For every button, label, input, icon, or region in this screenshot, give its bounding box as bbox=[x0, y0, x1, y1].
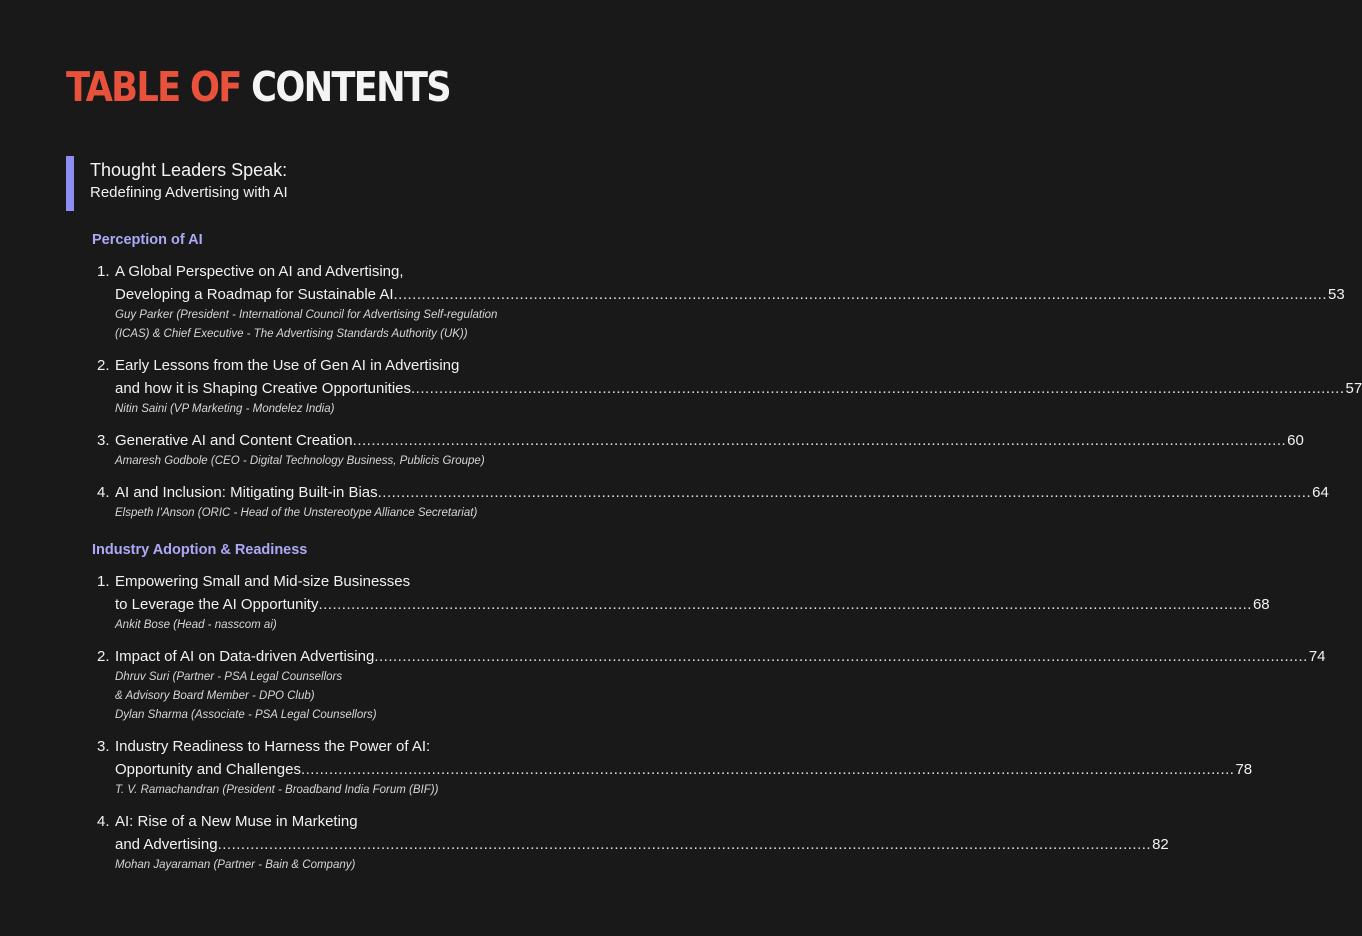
dot-leader: ........................................................................................................................................................................................................ bbox=[300, 761, 1235, 778]
dot-leader: ........................................................................................................................................................................................................ bbox=[411, 380, 1345, 397]
toc-entry[interactable] bbox=[92, 645, 1326, 725]
toc-entry[interactable] bbox=[92, 810, 1169, 875]
entry-title-leader-row bbox=[115, 833, 1169, 856]
entry-author: (ICAS) & Chief Executive - The Advertising Standards Authority (UK)) bbox=[115, 328, 468, 340]
entry-author: Dylan Sharma (Associate - PSA Legal Counsellors) bbox=[115, 709, 377, 721]
entry-number: 3. bbox=[97, 738, 110, 755]
entry-title-leader-row bbox=[115, 645, 1326, 668]
entry-title-line: and how it is Shaping Creative Opportunities bbox=[115, 380, 412, 397]
dot-leader: ........................................................................................................................................................................................................ bbox=[377, 484, 1312, 501]
entry-number: 2. bbox=[97, 648, 110, 665]
entry-title-line: Empowering Small and Mid-size Businesses bbox=[115, 573, 411, 590]
entry-number: 4. bbox=[97, 813, 110, 830]
entry-number: 3. bbox=[97, 432, 110, 449]
entry-page-number[interactable]: 82 bbox=[1152, 836, 1169, 853]
entry-author: Guy Parker (President - International Council for Advertising Self-regulation bbox=[115, 309, 498, 321]
entry-title-line: and Advertising bbox=[115, 836, 218, 853]
entry-author: Dhruv Suri (Partner - PSA Legal Counsellors bbox=[115, 671, 343, 683]
entry-number: 1. bbox=[97, 263, 110, 280]
page-title bbox=[66, 62, 450, 112]
entry-title-line: Industry Readiness to Harness the Power of AI: bbox=[115, 738, 431, 755]
entry-title-line: Opportunity and Challenges bbox=[115, 761, 301, 778]
toc-entry[interactable] bbox=[92, 570, 1270, 635]
entry-title-leader-row bbox=[115, 481, 1329, 504]
group-title: Industry Adoption & Readiness bbox=[92, 542, 308, 558]
entry-page-number[interactable]: 57 bbox=[1345, 380, 1362, 397]
toc-entry[interactable] bbox=[92, 260, 1345, 344]
entry-title-line: Generative AI and Content Creation bbox=[115, 432, 353, 449]
dot-leader: ........................................................................................................................................................................................................ bbox=[217, 836, 1152, 853]
section-subtitle: Redefining Advertising with AI bbox=[90, 184, 288, 201]
entry-title-line: Impact of AI on Data-driven Advertising bbox=[115, 648, 375, 665]
page-title-accent: TABLE OF bbox=[66, 63, 241, 111]
entry-author: Mohan Jayaraman (Partner - Bain & Company) bbox=[115, 859, 356, 871]
entry-author: Ankit Bose (Head - nasscom ai) bbox=[115, 619, 277, 631]
dot-leader: ........................................................................................................................................................................................................ bbox=[352, 432, 1287, 449]
entry-title-line: AI and Inclusion: Mitigating Built-in Bias bbox=[115, 484, 378, 501]
entry-title bbox=[115, 354, 1362, 400]
entry-title bbox=[115, 810, 1169, 856]
entry-page-number[interactable]: 53 bbox=[1328, 286, 1345, 303]
entry-title-line: Developing a Roadmap for Sustainable AI bbox=[115, 286, 394, 303]
entry-author: T. V. Ramachandran (President - Broadband India Forum (BIF)) bbox=[115, 784, 439, 796]
entry-title bbox=[115, 645, 1326, 668]
page-title-rest: CONTENTS bbox=[251, 63, 450, 111]
entry-author: Nitin Saini (VP Marketing - Mondelez India) bbox=[115, 403, 335, 415]
entry-author: Amaresh Godbole (CEO - Digital Technology Business, Publicis Groupe) bbox=[115, 455, 485, 467]
toc-entry[interactable] bbox=[92, 481, 1329, 523]
entry-title bbox=[115, 481, 1329, 504]
entry-title-line: A Global Perspective on AI and Advertising, bbox=[115, 263, 404, 280]
entry-title bbox=[115, 735, 1253, 781]
entry-number: 2. bbox=[97, 357, 110, 374]
entry-number: 1. bbox=[97, 573, 110, 590]
entry-author: Elspeth I'Anson (ORIC - Head of the Unstereotype Alliance Secretariat) bbox=[115, 507, 478, 519]
entry-page-number[interactable]: 78 bbox=[1235, 761, 1253, 778]
entry-title bbox=[115, 570, 1270, 616]
toc-group-perception bbox=[92, 230, 1362, 533]
entry-number: 4. bbox=[97, 484, 110, 501]
dot-leader: ........................................................................................................................................................................................................ bbox=[374, 648, 1308, 665]
entry-title-line: Early Lessons from the Use of Gen AI in Advertising bbox=[115, 357, 460, 374]
section-heading bbox=[66, 156, 288, 211]
dot-leader: ........................................................................................................................................................................................................ bbox=[318, 596, 1252, 613]
entry-title-leader-row bbox=[115, 758, 1253, 781]
entry-title bbox=[115, 429, 1304, 452]
section-title: Thought Leaders Speak: bbox=[90, 160, 288, 180]
entry-title-leader-row bbox=[115, 429, 1304, 452]
entry-page-number[interactable]: 64 bbox=[1312, 484, 1329, 501]
entry-title-leader-row bbox=[115, 283, 1345, 306]
entry-author: & Advisory Board Member - DPO Club) bbox=[115, 690, 315, 702]
entry-title-leader-row bbox=[115, 377, 1362, 400]
entry-title-line: AI: Rise of a New Muse in Marketing bbox=[115, 813, 358, 830]
entry-title bbox=[115, 260, 1345, 306]
entry-page-number[interactable]: 74 bbox=[1308, 648, 1326, 665]
toc-entry[interactable] bbox=[92, 735, 1253, 800]
toc-group-industry-adoption bbox=[92, 540, 1326, 885]
entry-title-leader-row bbox=[115, 593, 1270, 616]
dot-leader: ........................................................................................................................................................................................................ bbox=[393, 286, 1328, 303]
entry-page-number[interactable]: 68 bbox=[1252, 596, 1270, 613]
entry-page-number[interactable]: 60 bbox=[1287, 432, 1304, 449]
entry-title-line: to Leverage the AI Opportunity bbox=[115, 596, 319, 613]
toc-entry[interactable] bbox=[92, 354, 1362, 419]
toc-entry[interactable] bbox=[92, 429, 1304, 471]
group-title: Perception of AI bbox=[92, 232, 203, 248]
